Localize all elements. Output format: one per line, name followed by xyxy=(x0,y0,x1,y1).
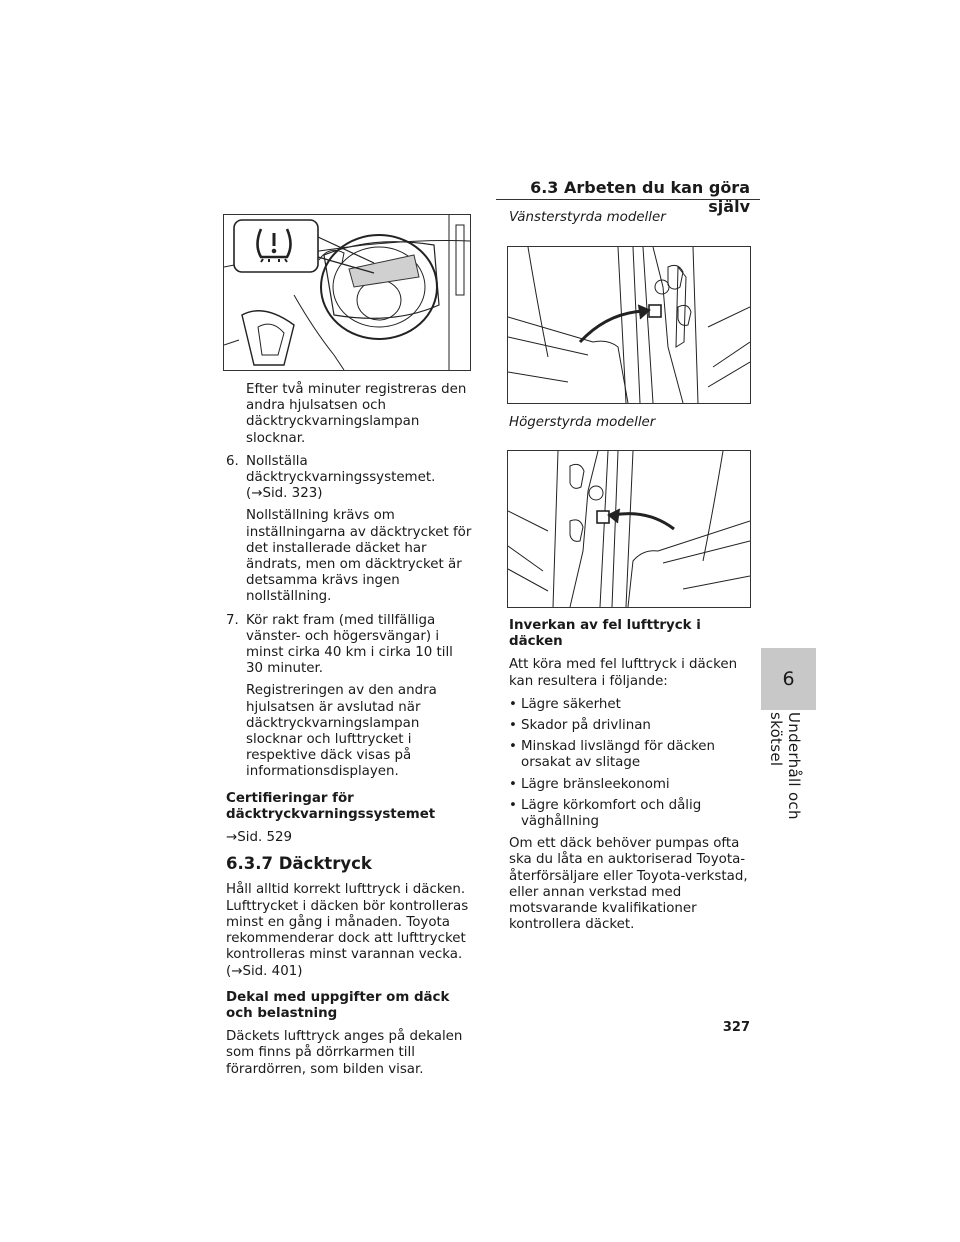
door-pillar-lhd-illustration xyxy=(507,246,751,404)
list-item: • Minskad livslängd för däcken orsakat av slitage xyxy=(509,739,715,771)
cert-ref[interactable]: →Sid. 529 xyxy=(226,830,293,846)
list-item: • Skador på drivlinan xyxy=(509,718,651,734)
list-item: • Lägre säkerhet xyxy=(509,696,621,712)
right-column xyxy=(509,618,749,940)
label-text: Däckets lufttryck anges på dekalen som finns på dörrkarmen till förardörren, som bilden visar. xyxy=(226,1029,463,1077)
step-7-number: 7. xyxy=(226,612,239,628)
step-7-text: Kör rakt fram (med tillfälliga vänster- och högersvängar) i minst cirka 40 km i cirka 10 till 30 minuter. xyxy=(246,612,453,677)
cert-heading: Certifieringar för däcktryckvarningssystemet xyxy=(226,790,436,822)
closing-text: Om ett däck behöver pumpas ofta ska du låta en auktoriserad Toyota-återförsäljare eller Toyota-verkstad, eller annan verkstad med motsvarande kvalifikationer kontrollera däcket. xyxy=(509,836,748,933)
caption-rhd: Högerstyrda modeller xyxy=(509,415,656,430)
section-heading: 6.3.7 Däcktryck xyxy=(226,854,372,874)
page-number: 327 xyxy=(722,1020,750,1035)
section-text: Håll alltid korrekt lufttryck i däcken. Lufttrycket i däcken bör kontrolleras minst en gång i månaden. Toyota rekommenderar dock att lufttrycket kontrolleras minst varannan vecka. (→Sid. 401) xyxy=(226,882,469,979)
effects-list xyxy=(509,697,749,830)
step-6-note: Nollställning krävs om inställningarna av däcktrycket för det installerade däcket har ändrats, men om däcktrycket är detsamma krävs ingen nollställning. xyxy=(246,508,472,605)
intro-text: Efter två minuter registreras den andra hjulsatsen och däcktryckvarningslampan slocknar. xyxy=(246,382,467,446)
list-item: • Lägre körkomfort och dålig väghållning xyxy=(509,797,702,830)
step-6-text: Nollställa däcktryckvarningssystemet. xyxy=(246,453,436,486)
step-6-ref[interactable]: (→Sid. 323) xyxy=(246,486,323,502)
chapter-tab: 6 xyxy=(761,648,816,710)
door-pillar-rhd-illustration xyxy=(507,450,751,608)
dashboard-illustration xyxy=(223,214,471,371)
caption-lhd: Vänsterstyrda modeller xyxy=(509,210,666,225)
effects-intro: Att köra med fel lufttryck i däcken kan resultera i följande: xyxy=(509,657,738,689)
chapter-title: Underhåll och skötsel xyxy=(767,712,803,820)
step-6 xyxy=(226,454,474,606)
step-6-number: 6. xyxy=(226,453,239,469)
effects-heading: Inverkan av fel lufttryck i däcken xyxy=(509,618,701,650)
left-column xyxy=(226,382,474,1085)
section-header: 6.3 Arbeten du kan göra själv xyxy=(530,178,750,216)
step-7 xyxy=(226,613,474,781)
list-item: • Lägre bränsleekonomi xyxy=(509,776,670,792)
header-rule xyxy=(496,199,760,200)
label-heading: Dekal med uppgifter om däck och belastning xyxy=(226,989,450,1021)
step-7-note: Registreringen av den andra hjulsatsen är avslutad när däcktryckvarningslampan slocknar och lufttrycket i respektive däck visas på informationsdisplayen. xyxy=(246,683,437,780)
